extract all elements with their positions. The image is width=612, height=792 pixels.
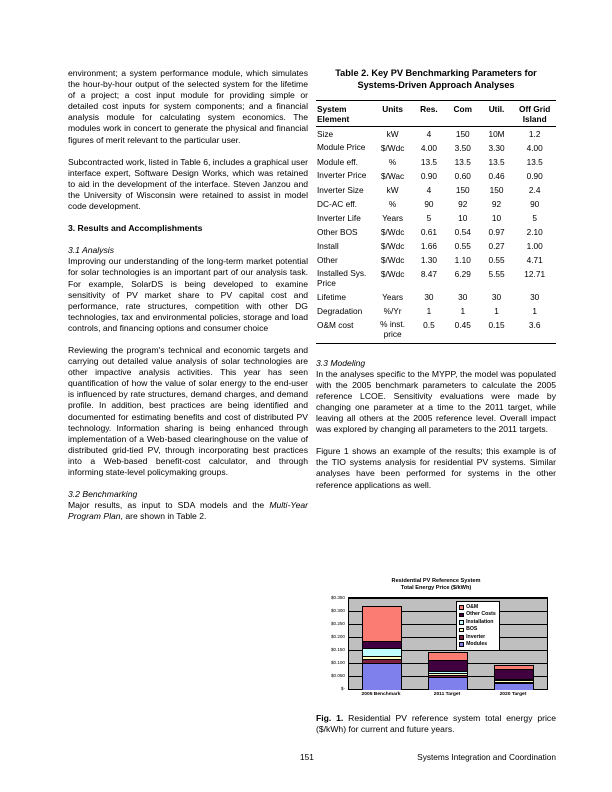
cell-res: 5 <box>426 213 432 224</box>
paragraph-analysis-2: Reviewing the program's technical and economic targets and carrying out detailed value analysis of solar technologies are other impactive analysis activities. This year has seen quantification of how the value of solar energy to the end-user is influenced by rate structures, demand charges, and demand profile. In addition, best practices are being identified and documented for estimating benefits and cost of distributed PV technology. Information sharing is being enhanced through implementation of a Web-based clearinghouse on the value of distributed grid-tied PV, through incorporating best practices into a Web-based benefit-cost calculator, and through informing state-level policymaking groups. <box>68 344 308 477</box>
cell-element: Inverter Size <box>317 185 364 196</box>
cell-com: 0.55 <box>454 241 471 252</box>
cell-res: 1.30 <box>420 255 437 266</box>
cell-util: 0.27 <box>488 241 505 252</box>
chart-legend-label: Inverter <box>466 633 486 640</box>
table-row <box>316 239 556 253</box>
chart-bar-segment <box>495 670 533 680</box>
cell-units: $/Wdc <box>380 241 405 252</box>
cell-com: 3.50 <box>454 143 471 154</box>
chart-plot-area <box>316 595 556 707</box>
cell-element: Inverter Life <box>317 213 361 224</box>
chart-subtitle: Total Energy Price ($/kWh) <box>400 585 472 591</box>
cell-res: 0.5 <box>412 318 446 343</box>
cell-res: 4 <box>426 185 432 196</box>
chart-title-block <box>316 578 556 592</box>
cell-com: 150 <box>455 129 470 140</box>
cell-com: 92 <box>458 199 468 210</box>
chart-legend-swatch <box>459 620 464 625</box>
cell-util: 10 <box>491 213 502 224</box>
chart-y-tick-label: $0.150 <box>330 646 345 652</box>
cell-com: 150 <box>455 185 470 196</box>
benchmarking-text-pre: Major results, as input to SDA models and the <box>68 500 270 511</box>
chart-y-tick-label: $0.100 <box>330 659 345 665</box>
chart-legend-swatch <box>459 628 464 633</box>
cell-com: 1.10 <box>454 255 471 266</box>
chart-bar <box>362 606 402 689</box>
cell-res: 4 <box>426 129 432 140</box>
cell-units: Years <box>382 213 404 224</box>
table-row <box>316 155 556 169</box>
chart-plot <box>348 597 548 690</box>
cell-offgrid: 3.6 <box>513 318 556 343</box>
cell-res: 1.66 <box>420 241 437 252</box>
chart-y-tick-label: $0.250 <box>330 620 345 626</box>
paragraph-modeling-1: In the analyses specific to the MYPP, the model was populated with the 2005 benchmark parameters to calculate the 2005 reference LCOE. Sensitivity evaluations were made by changing one parameter at a time to the 2011 target, while leaving all others at the 2005 reference level. Overall impact was explored by changing all parameters to the 2011 targets. <box>316 368 556 435</box>
cell-units: % <box>388 199 397 210</box>
table-row <box>316 141 556 155</box>
chart-legend-swatch <box>459 642 464 647</box>
chart-y-tick-label: $0.350 <box>330 594 345 600</box>
chart-bar-holder <box>428 652 468 689</box>
figure-caption <box>316 713 556 735</box>
chart-legend-item <box>459 641 496 648</box>
cell-util: 150 <box>489 185 504 196</box>
cell-units: % inst. price <box>373 318 412 343</box>
cell-util: 10M <box>488 129 505 140</box>
cell-element: O&M cost <box>316 318 373 343</box>
cell-units: $/Wdc <box>380 227 405 238</box>
cell-util: 5.55 <box>488 269 505 280</box>
cell-offgrid: 1.00 <box>526 241 543 252</box>
cell-element: DC-AC eff. <box>317 199 357 210</box>
chart-legend-label: Other Costs <box>466 611 496 618</box>
cell-units: $/Wdc <box>380 255 405 266</box>
left-column <box>68 68 308 533</box>
cell-util: 30 <box>491 292 502 303</box>
paragraph-benchmarking <box>68 500 308 522</box>
cell-units: % <box>388 157 397 168</box>
table-row <box>316 304 556 318</box>
cell-util: 0.15 <box>480 318 514 343</box>
cell-element: Other BOS <box>317 227 358 238</box>
chart-bar-segment <box>363 607 401 642</box>
cell-units: %/Yr <box>383 306 402 317</box>
figure-caption-label: Fig. 1. <box>316 713 344 723</box>
cell-res: 4.00 <box>420 143 437 154</box>
chart-bar-segment <box>495 684 533 690</box>
chart-legend-item <box>459 604 496 611</box>
cell-com: 13.5 <box>454 157 471 168</box>
cell-offgrid: 4.71 <box>526 255 543 266</box>
cell-element: Size <box>317 129 334 140</box>
cell-util: 92 <box>491 199 502 210</box>
cell-com: 0.54 <box>454 227 471 238</box>
table-header <box>316 101 556 127</box>
chart-bar <box>428 652 468 689</box>
chart-gridline <box>349 598 547 599</box>
cell-element: Installed Sys. Price <box>317 268 367 288</box>
benchmarking-plan-title: Multi-Year Program Plan <box>68 500 308 522</box>
page-number: 151 <box>300 752 314 762</box>
header-offgrid-line-1: Off Grid <box>519 103 551 114</box>
cell-com: 0.45 <box>446 318 480 343</box>
paragraph-modeling-2: Figure 1 shows an example of the results; this example is of the TIO systems analysis for residential PV systems. Similar analyses have been performed for systems in the other reference applications as well. <box>316 446 556 490</box>
header-element-line-2: Element <box>317 113 350 124</box>
chart-legend-item <box>459 634 496 641</box>
header-element-line-1: System <box>317 103 347 114</box>
cell-units: $/Wac <box>380 171 405 182</box>
chart-y-tick-label: $0.200 <box>330 633 345 639</box>
cell-com: 10 <box>458 213 468 224</box>
chart-bar-segment <box>429 653 467 662</box>
cell-offgrid: 90 <box>530 199 540 210</box>
column-header-off-grid-island <box>513 101 556 127</box>
chart-x-axis-label: 2020 Target <box>499 692 527 697</box>
chart-bar-segment <box>363 642 401 649</box>
cell-res: 8.47 <box>420 269 437 280</box>
cell-offgrid: 0.90 <box>526 171 543 182</box>
header-offgrid-line-2: Island <box>522 113 547 124</box>
chart-y-tick-label: $0.300 <box>330 607 345 613</box>
cell-util: 3.30 <box>488 143 505 154</box>
cell-res: 1 <box>426 306 432 317</box>
chart-bar-segment <box>429 661 467 672</box>
cell-offgrid: 30 <box>530 292 540 303</box>
table-row <box>316 197 556 211</box>
cell-res: 0.90 <box>420 171 437 182</box>
table-row <box>316 183 556 197</box>
chart-legend-swatch <box>459 605 464 610</box>
chart-legend-label: Modules <box>466 641 488 648</box>
table-row <box>316 253 556 267</box>
cell-offgrid: 5 <box>532 213 537 224</box>
table-row <box>316 267 556 290</box>
cell-com: 1 <box>460 306 466 317</box>
cell-element: Degradation <box>317 306 363 317</box>
cell-res: 0.61 <box>420 227 437 238</box>
cell-util: 13.5 <box>488 157 505 168</box>
heading-analysis: 3.1 Analysis <box>68 245 115 256</box>
cell-com: 0.60 <box>454 171 471 182</box>
chart-legend-label: O&M <box>466 604 479 610</box>
pv-benchmarking-table <box>316 100 556 343</box>
cell-element: Module eff. <box>317 157 358 168</box>
cell-com: 30 <box>458 292 468 303</box>
cell-res: 13.5 <box>420 157 437 168</box>
chart-legend-item <box>459 626 496 633</box>
cell-element: Other <box>317 255 338 266</box>
cell-offgrid: 2.4 <box>528 185 541 196</box>
cell-util: 0.97 <box>488 227 505 238</box>
paragraph-analysis-1: Improving our understanding of the long-term market potential for solar technologies is an important part of our analysis task. For example, SolarDS is being developed to examine sensitivity of PV market share to PV capital cost and performance, rate structures, competition with other DG technologies, tax and environmental policies, storage and load controls, and financing options and consumer choice <box>68 256 308 333</box>
table-row <box>316 127 556 142</box>
column-header-util: Util. <box>480 101 514 127</box>
cell-units: $/Wdc <box>380 143 405 154</box>
cell-offgrid: 1.2 <box>528 129 541 140</box>
table-title-line-1: Table 2. Key PV Benchmarking Parameters for <box>335 68 537 78</box>
chart-bar-holder <box>494 665 534 689</box>
heading-benchmarking: 3.2 Benchmarking <box>68 489 138 500</box>
cell-element: Lifetime <box>317 292 347 303</box>
cell-offgrid: 12.71 <box>524 269 546 280</box>
cell-element: Module Price <box>317 142 366 153</box>
column-header-units: Units <box>373 101 412 127</box>
table-row <box>316 290 556 304</box>
cell-offgrid: 2.10 <box>526 227 543 238</box>
column-header-com: Com <box>446 101 480 127</box>
footer-section-title: Systems Integration and Coordination <box>417 752 556 762</box>
chart-y-tick-label: $- <box>340 685 345 691</box>
cell-units: kW <box>386 129 399 140</box>
column-header-system-element <box>316 101 373 127</box>
table-body <box>316 127 556 343</box>
heading-modeling: 3.3 Modeling <box>316 357 366 368</box>
table-row <box>316 318 556 343</box>
figure-1 <box>316 578 556 735</box>
cell-res: 90 <box>424 199 434 210</box>
chart-y-tick-label: $0.050 <box>330 672 345 678</box>
table-header-row <box>316 101 556 127</box>
heading-results-and-accomplishments: 3. Results and Accomplishments <box>68 223 203 234</box>
cell-offgrid: 1 <box>532 306 537 317</box>
figure-caption-text: Residential PV reference system total energy price ($/kWh) for current and future years. <box>316 713 556 735</box>
chart-bar-segment <box>363 649 401 657</box>
cell-util: 0.46 <box>488 171 505 182</box>
cell-element: Inverter Price <box>317 170 367 181</box>
benchmarking-text-post: , are shown in Table 2. <box>120 511 207 522</box>
cell-offgrid: 4.00 <box>526 143 543 154</box>
cell-units: kW <box>386 185 399 196</box>
column-header-res: Res. <box>412 101 446 127</box>
chart-bar-holder <box>362 606 402 689</box>
chart-legend-swatch <box>459 613 464 618</box>
page-footer <box>68 752 556 762</box>
chart-x-axis-label: 2011 Target <box>433 692 461 697</box>
right-column <box>316 68 556 502</box>
chart-x-axis-label: 2005 Benchmark <box>361 692 401 697</box>
chart-legend-swatch <box>459 635 464 640</box>
table-row <box>316 225 556 239</box>
table-title-line-2: Systems-Driven Approach Analyses <box>357 79 515 90</box>
chart-bar-segment <box>429 678 467 690</box>
cell-util: 1 <box>494 306 499 317</box>
paragraph-environment: environment; a system performance module, which simulates the hour-by-hour output of the selected system for the lifetime of a project; a cost input module for providing simple or detailed cost inputs for system components; and a financial analysis module for calculating system economics. The modules work in concert to generate the physical and financial figures of merit relevant to the particular user. <box>68 68 308 145</box>
table-title <box>316 68 556 91</box>
cell-element: Install <box>317 241 339 252</box>
chart-title: Residential PV Reference System <box>391 578 481 584</box>
cell-offgrid: 13.5 <box>526 157 543 168</box>
chart-bar <box>494 665 534 689</box>
table-row <box>316 169 556 183</box>
chart-bar-segment <box>363 664 401 690</box>
cell-util: 0.55 <box>488 255 505 266</box>
chart-legend-label: BOS <box>466 626 478 633</box>
cell-res: 30 <box>424 292 434 303</box>
table-row <box>316 211 556 225</box>
paragraph-subcontracted: Subcontracted work, listed in Table 6, includes a graphical user interface expert, Software Design Works, which was retained to aid in the development of the interface. Steven Janzou and the University of Wisconsin were retained to assist in model code development. <box>68 156 308 212</box>
chart-legend-item <box>459 611 496 618</box>
cell-com: 6.29 <box>454 269 471 280</box>
chart-legend <box>456 601 500 651</box>
cell-units: Years <box>382 292 404 303</box>
chart-legend-label: Installation <box>466 618 494 625</box>
cell-units: $/Wdc <box>380 269 405 280</box>
chart-legend-item <box>459 619 496 626</box>
